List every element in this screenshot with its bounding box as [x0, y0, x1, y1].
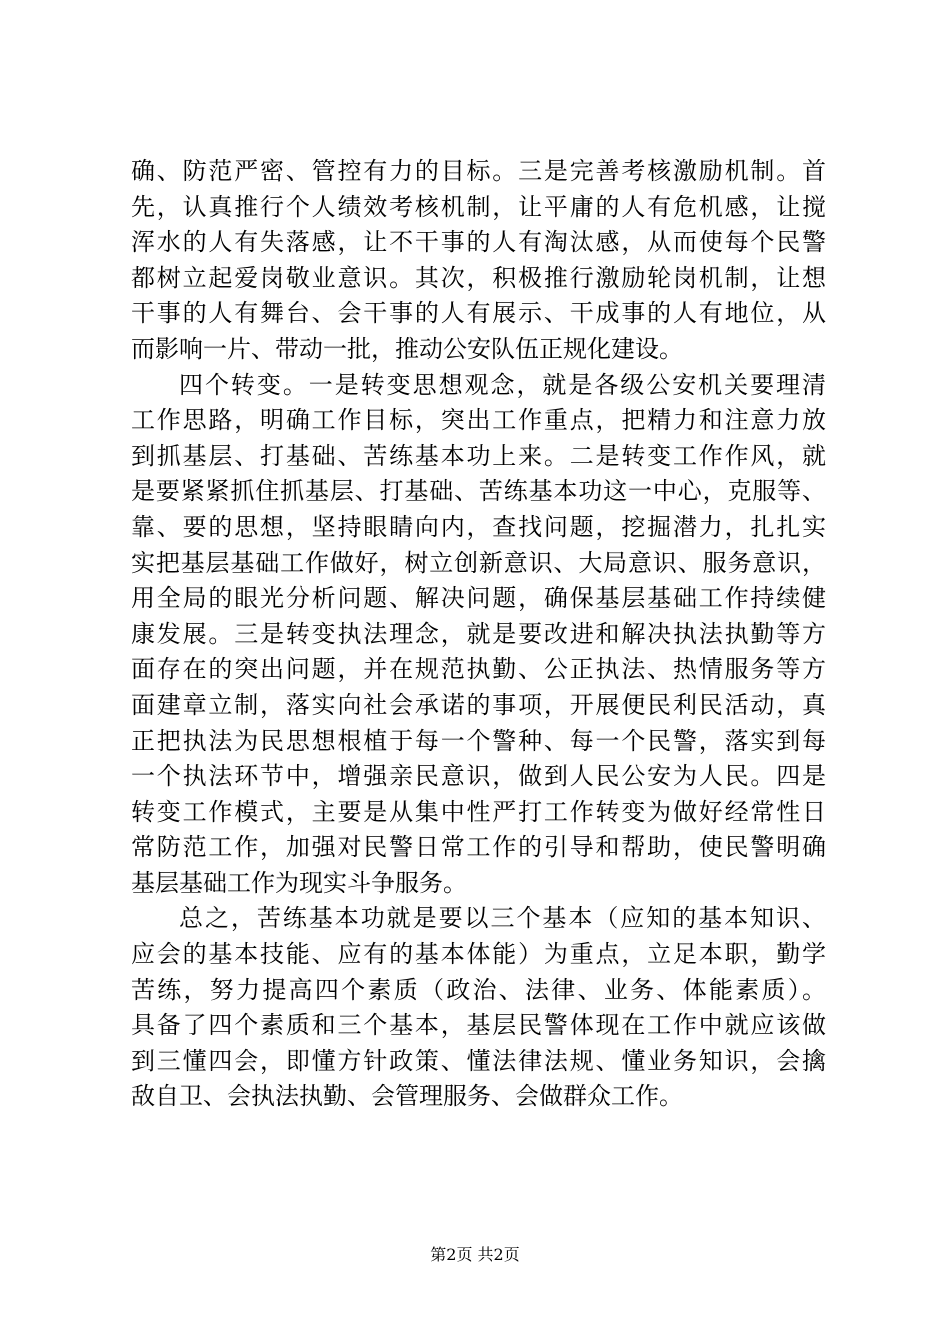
- text-line: 转变工作模式，主要是从集中性严打工作转变为做好经常性日: [131, 797, 826, 826]
- text-line: 到三懂四会，即懂方针政策、懂法律法规、懂业务知识，会擒: [131, 1046, 826, 1075]
- document-body: [131, 154, 826, 1115]
- text-line: 靠、要的思想，坚持眼睛向内，查找问题，挖掘潜力，扎扎实: [131, 512, 826, 541]
- text-line: 确、防范严密、管控有力的目标。三是完善考核激励机制。首: [131, 157, 826, 185]
- text-line: 总之，苦练基本功就是要以三个基本（应知的基本知识、: [179, 904, 826, 933]
- paragraph-2: [131, 368, 826, 902]
- text-line: 康发展。三是转变执法理念，就是要改进和解决执法执勤等方: [131, 619, 826, 648]
- text-line: 具备了四个素质和三个基本，基层民警体现在工作中就应该做: [131, 1011, 826, 1040]
- text-line: 敌自卫、会执法执勤、会管理服务、会做群众工作。: [131, 1082, 683, 1111]
- text-line: 面存在的突出问题，并在规范执勤、公正执法、热情服务等方: [131, 655, 826, 684]
- text-line: 面建章立制，落实向社会承诺的事项，开展便民利民活动，真: [131, 690, 826, 719]
- paragraph-3: [131, 901, 826, 1115]
- paragraph-1: [131, 154, 826, 368]
- text-line: 用全局的眼光分析问题、解决问题，确保基层基础工作持续健: [131, 584, 826, 613]
- text-line: 浑水的人有失落感，让不干事的人有淘汰感，从而使每个民警: [131, 228, 826, 257]
- page-number-footer: 第2页 共2页: [430, 1245, 520, 1264]
- text-line: 都树立起爱岗敬业意识。其次，积极推行激励轮岗机制，让想: [131, 263, 826, 292]
- text-line: 基层基础工作为现实斗争服务。: [131, 868, 467, 897]
- text-line: 苦练，努力提高四个素质（政治、法律、业务、体能素质）。: [131, 975, 826, 1004]
- text-line: 而影响一片、带动一批，推动公安队伍正规化建设。: [131, 334, 683, 363]
- text-line: 工作思路，明确工作目标，突出工作重点，把精力和注意力放: [131, 406, 826, 435]
- text-line: 到抓基层、打基础、苦练基本功上来。二是转变工作作风，就: [131, 441, 826, 470]
- text-line: 是要紧紧抓住抓基层、打基础、苦练基本功这一中心，克服等、: [131, 477, 826, 506]
- text-line: 四个转变。一是转变思想观念，就是各级公安机关要理清: [179, 370, 826, 399]
- text-line: 常防范工作，加强对民警日常工作的引导和帮助，使民警明确: [131, 833, 826, 862]
- text-line: 正把执法为民思想根植于每一个警种、每一个民警，落实到每: [131, 726, 826, 755]
- text-line: 一个执法环节中，增强亲民意识，做到人民公安为人民。四是: [131, 762, 826, 791]
- text-line: 应会的基本技能、应有的基本体能）为重点，立足本职，勤学: [131, 940, 826, 969]
- text-line: 实把基层基础工作做好，树立创新意识、大局意识、服务意识，: [131, 548, 826, 577]
- text-line: 干事的人有舞台、会干事的人有展示、干成事的人有地位，从: [131, 299, 826, 328]
- text-line: 先，认真推行个人绩效考核机制，让平庸的人有危机感，让搅: [131, 192, 826, 221]
